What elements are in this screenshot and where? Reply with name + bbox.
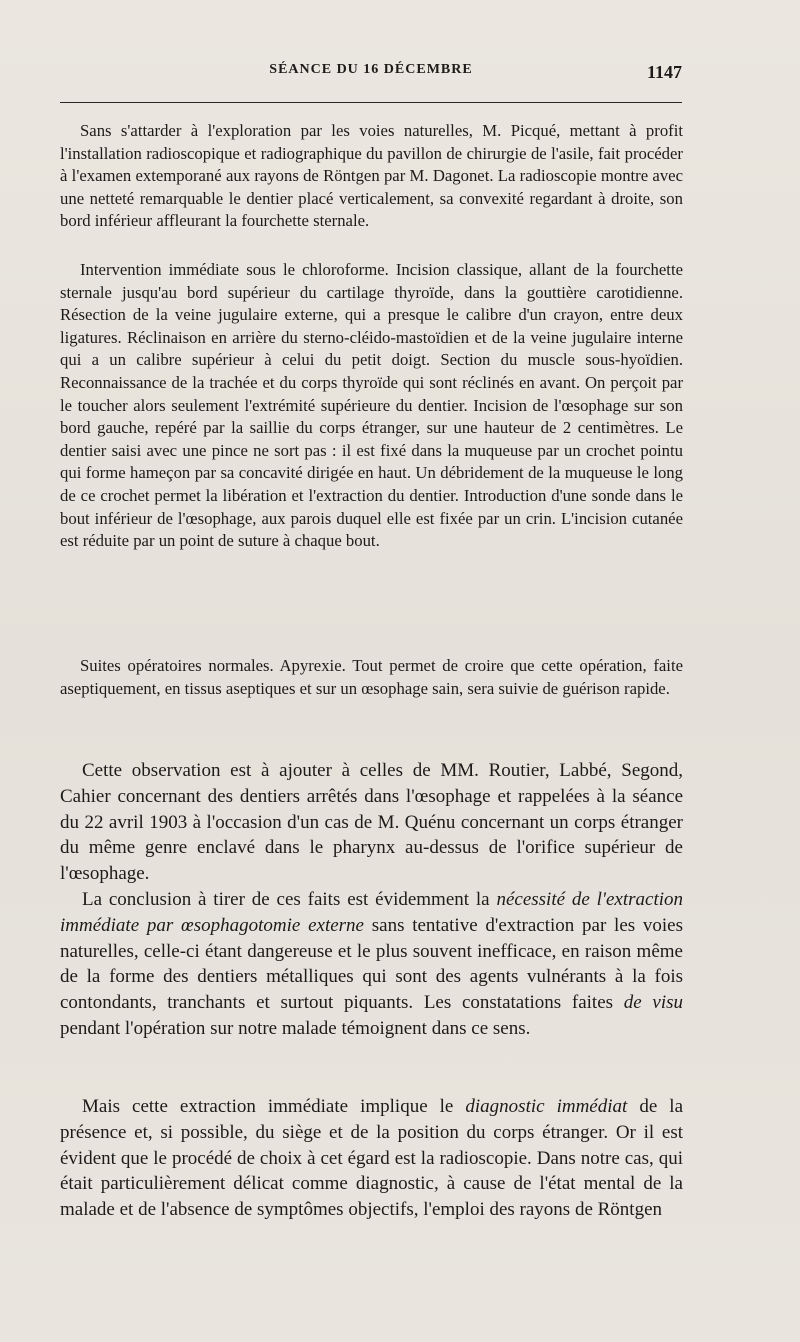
page-number: 1147 (646, 62, 682, 82)
header-rule (60, 102, 682, 103)
discussion-text-3 (60, 1094, 683, 1223)
discussion-2-emphasis-2: de visu (623, 992, 683, 1014)
observation-text-3: Suites opératoires normales. Apyrexie. Tout permet de croire que cette opération, faite aseptiquement, en tissus aseptiques et sur un œsophage sain, sera suivie de guérison rapide. (60, 656, 683, 698)
discussion-paragraph-2 (60, 887, 683, 1042)
discussion-paragraph-1 (60, 758, 683, 887)
discussion-text-2 (60, 887, 683, 1042)
observation-text-2: Intervention immédiate sous le chloroforme. Incision classique, allant de la fourchette sternale jusqu'au bord supérieur du cartilage thyroïde, dans la gouttière carotidienne. Résection de la veine jugulaire externe, qui a presque le calibre d'un crayon, entre deux ligatures. Réclinaison en arrière du sterno-cléido-mastoïdien et de la veine jugulaire interne qui a un calibre supérieur à celui du petit doigt. Section du muscle sous-hyoïdien. Reconnaissance de la trachée et du corps thyroïde qui sont réclinés en avant. On perçoit par le toucher alors seulement l'extrémité supérieure du dentier. Incision de l'œsophage sur son bord gauche, repéré par la saillie du corps étranger, sur une hauteur de 2 centimètres. Le dentier saisi avec une pince ne sort pas : il est fixé dans la muqueuse par un crochet pointu qui forme hameçon par sa concavité dirigée en haut. Un débridement de la muqueuse le long de ce crochet permet la libération et l'extraction du dentier. Introduction d'une sonde dans le bout inférieur de l'œsophage, aux parois duquel elle est fixée par un crin. L'incision cutanée est réduite par un point de suture à chaque bout. (60, 260, 683, 551)
discussion-3-emphasis-1: diagnostic immédiat (465, 1096, 628, 1117)
discussion-2-emphasis-1: nécessité de l'extraction immédiate par œsophagotomie externe (60, 889, 684, 936)
running-title: SÉANCE DU 16 DÉCEMBRE (269, 62, 473, 77)
discussion-2-part-b: sans tentative d'extraction par les voies naturelles, celle-ci étant dangereuse et le plus souvent inefficace, en raison même de la forme des dentiers métalliques qui sont des agents vulnérants à la fois contondants, tranchants et surtout piquants. Les constatations faites (60, 914, 684, 1014)
observation-paragraph-3 (60, 655, 683, 700)
discussion-text-1: Cette observation est à ajouter à celles de MM. Routier, Labbé, Segond, Cahier concernant des dentiers arrêtés dans l'œsophage et rappelées à la séance du 22 avril 1903 à l'occasion d'un cas de M. Quénu concernant un corps étranger du même genre enclavé dans le pharynx au-dessus de l'orifice supérieur de l'œsophage. (60, 760, 683, 885)
discussion-2-part-a: La conclusion à tirer de ces faits est évidemment la (82, 889, 490, 910)
observation-text-1: Sans s'attarder à l'exploration par les voies naturelles, M. Picqué, mettant à profit l'installation radioscopique et radiographique du pavillon de chirurgie de l'asile, fait procéder à l'examen extemporané aux rayons de Röntgen par M. Dagonet. La radioscopie montre avec une netteté remarquable le dentier placé verticalement, sa convexité regardant à droite, son bord inférieur affleurant la fourchette sternale. (60, 121, 683, 231)
observation-paragraph-1 (60, 120, 683, 233)
observation-paragraph-2 (60, 259, 683, 553)
discussion-3-part-b: de la présence et, si possible, du siège et de la position du corps étranger. Or il est évident que le procédé de choix à cet égard est la radioscopie. Dans notre cas, qui était particulièrement délicat comme diagnostic, à cause de l'état mental de la malade et de l'absence de symptômes objectifs, l'emploi des rayons de Röntgen (60, 1096, 684, 1221)
page-header (60, 62, 682, 84)
discussion-paragraph-3 (60, 1094, 683, 1223)
discussion-3-part-a: Mais cette extraction immédiate implique le (82, 1096, 454, 1117)
discussion-2-part-c: pendant l'opération sur notre malade témoignent dans ce sens. (60, 1017, 531, 1039)
